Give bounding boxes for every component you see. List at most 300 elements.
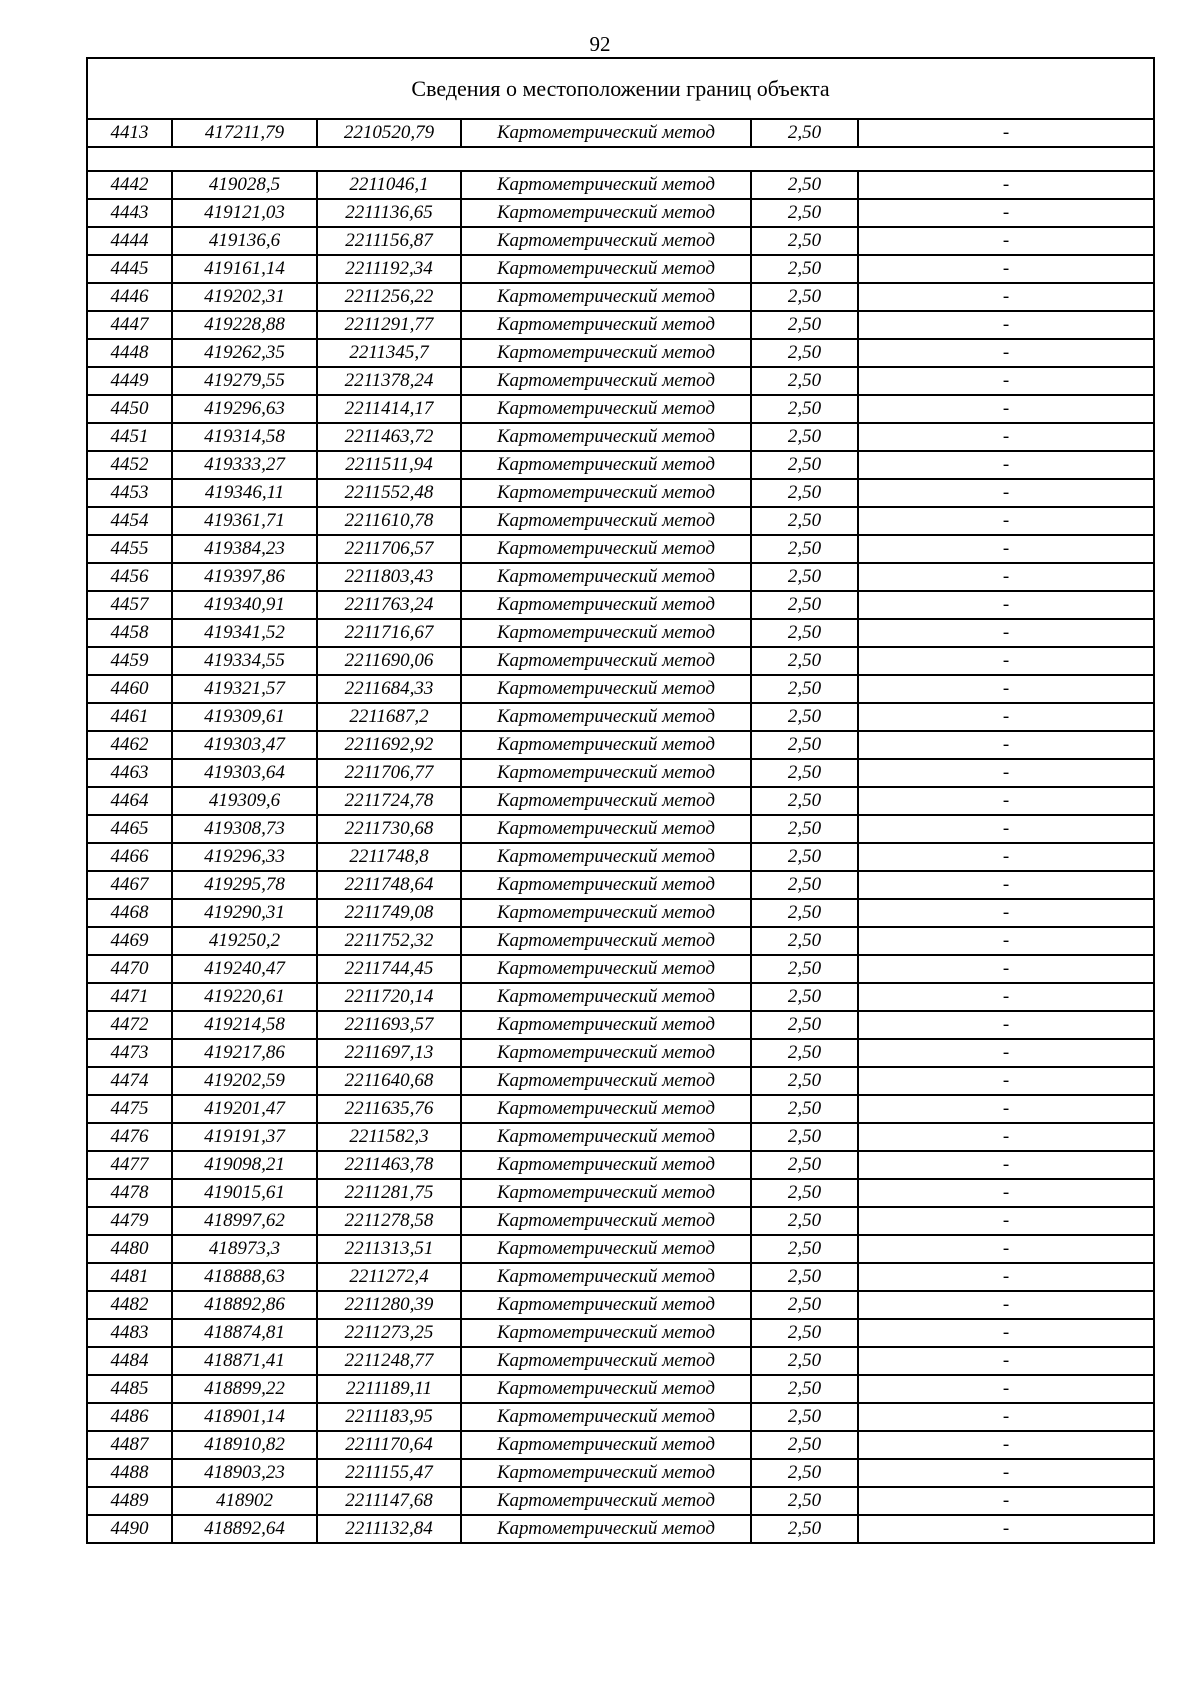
- method-cell: Картометрический метод: [461, 815, 751, 843]
- table-row: [87, 367, 1154, 395]
- accuracy-cell: 2,50: [751, 119, 858, 147]
- table-row: [87, 619, 1154, 647]
- x-coordinate-cell: 419214,58: [172, 1011, 317, 1039]
- table-row: [87, 1151, 1154, 1179]
- table-row: [87, 227, 1154, 255]
- point-number-cell: 4478: [87, 1179, 172, 1207]
- y-coordinate-cell: 2211313,51: [317, 1235, 461, 1263]
- description-cell: -: [858, 759, 1154, 787]
- table-row: [87, 311, 1154, 339]
- x-coordinate-cell: 419136,6: [172, 227, 317, 255]
- description-cell: -: [858, 535, 1154, 563]
- method-cell: Картометрический метод: [461, 955, 751, 983]
- y-coordinate-cell: 2211692,92: [317, 731, 461, 759]
- point-number-cell: 4446: [87, 283, 172, 311]
- accuracy-cell: 2,50: [751, 1067, 858, 1095]
- method-cell: Картометрический метод: [461, 1515, 751, 1543]
- table-row: [87, 871, 1154, 899]
- method-cell: Картометрический метод: [461, 255, 751, 283]
- method-cell: Картометрический метод: [461, 1431, 751, 1459]
- accuracy-cell: 2,50: [751, 1487, 858, 1515]
- y-coordinate-cell: 2211511,94: [317, 451, 461, 479]
- table-row: [87, 563, 1154, 591]
- x-coordinate-cell: 419309,6: [172, 787, 317, 815]
- table-row: [87, 479, 1154, 507]
- description-cell: -: [858, 507, 1154, 535]
- description-cell: -: [858, 1235, 1154, 1263]
- method-cell: Картометрический метод: [461, 1235, 751, 1263]
- table-row: [87, 1515, 1154, 1543]
- point-number-cell: 4458: [87, 619, 172, 647]
- method-cell: Картометрический метод: [461, 367, 751, 395]
- y-coordinate-cell: 2211189,11: [317, 1375, 461, 1403]
- y-coordinate-cell: 2211693,57: [317, 1011, 461, 1039]
- accuracy-cell: 2,50: [751, 1263, 858, 1291]
- point-number-cell: 4449: [87, 367, 172, 395]
- point-number-cell: 4488: [87, 1459, 172, 1487]
- table-row: [87, 1347, 1154, 1375]
- description-cell: -: [858, 731, 1154, 759]
- y-coordinate-cell: 2211582,3: [317, 1123, 461, 1151]
- accuracy-cell: 2,50: [751, 1151, 858, 1179]
- method-cell: Картометрический метод: [461, 731, 751, 759]
- y-coordinate-cell: 2211552,48: [317, 479, 461, 507]
- description-cell: -: [858, 675, 1154, 703]
- description-cell: -: [858, 1151, 1154, 1179]
- y-coordinate-cell: 2211803,43: [317, 563, 461, 591]
- table-row: [87, 395, 1154, 423]
- y-coordinate-cell: 2211724,78: [317, 787, 461, 815]
- y-coordinate-cell: 2211155,47: [317, 1459, 461, 1487]
- accuracy-cell: 2,50: [751, 227, 858, 255]
- table-row: [87, 1431, 1154, 1459]
- method-cell: Картометрический метод: [461, 1487, 751, 1515]
- description-cell: -: [858, 199, 1154, 227]
- point-number-cell: 4459: [87, 647, 172, 675]
- accuracy-cell: 2,50: [751, 871, 858, 899]
- accuracy-cell: 2,50: [751, 1403, 858, 1431]
- x-coordinate-cell: 418892,64: [172, 1515, 317, 1543]
- description-cell: -: [858, 787, 1154, 815]
- description-cell: -: [858, 1123, 1154, 1151]
- x-coordinate-cell: 419321,57: [172, 675, 317, 703]
- table-row: [87, 955, 1154, 983]
- accuracy-cell: 2,50: [751, 675, 858, 703]
- point-number-cell: 4465: [87, 815, 172, 843]
- description-cell: -: [858, 1347, 1154, 1375]
- method-cell: Картометрический метод: [461, 479, 751, 507]
- method-cell: Картометрический метод: [461, 647, 751, 675]
- accuracy-cell: 2,50: [751, 731, 858, 759]
- y-coordinate-cell: 2211716,67: [317, 619, 461, 647]
- description-cell: -: [858, 1067, 1154, 1095]
- method-cell: Картометрический метод: [461, 927, 751, 955]
- accuracy-cell: 2,50: [751, 311, 858, 339]
- accuracy-cell: 2,50: [751, 395, 858, 423]
- table-row: [87, 815, 1154, 843]
- description-cell: -: [858, 1291, 1154, 1319]
- accuracy-cell: 2,50: [751, 339, 858, 367]
- method-cell: Картометрический метод: [461, 423, 751, 451]
- accuracy-cell: 2,50: [751, 199, 858, 227]
- x-coordinate-cell: 419334,55: [172, 647, 317, 675]
- accuracy-cell: 2,50: [751, 479, 858, 507]
- table-row: [87, 1319, 1154, 1347]
- x-coordinate-cell: 419202,59: [172, 1067, 317, 1095]
- x-coordinate-cell: 418910,82: [172, 1431, 317, 1459]
- x-coordinate-cell: 418871,41: [172, 1347, 317, 1375]
- description-cell: -: [858, 227, 1154, 255]
- method-cell: Картометрический метод: [461, 227, 751, 255]
- accuracy-cell: 2,50: [751, 1179, 858, 1207]
- method-cell: Картометрический метод: [461, 339, 751, 367]
- point-number-cell: 4474: [87, 1067, 172, 1095]
- method-cell: Картометрический метод: [461, 199, 751, 227]
- y-coordinate-cell: 2211414,17: [317, 395, 461, 423]
- table-row: [87, 759, 1154, 787]
- accuracy-cell: 2,50: [751, 1431, 858, 1459]
- accuracy-cell: 2,50: [751, 1207, 858, 1235]
- y-coordinate-cell: 2211192,34: [317, 255, 461, 283]
- table-row: [87, 1123, 1154, 1151]
- table-row: [87, 119, 1154, 147]
- y-coordinate-cell: 2211730,68: [317, 815, 461, 843]
- point-number-cell: 4447: [87, 311, 172, 339]
- table-row: [87, 1039, 1154, 1067]
- method-cell: Картометрический метод: [461, 1403, 751, 1431]
- x-coordinate-cell: 419361,71: [172, 507, 317, 535]
- table-row: [87, 1375, 1154, 1403]
- point-number-cell: 4489: [87, 1487, 172, 1515]
- x-coordinate-cell: 419346,11: [172, 479, 317, 507]
- table-row: [87, 1263, 1154, 1291]
- table-row: [87, 1459, 1154, 1487]
- y-coordinate-cell: 2211684,33: [317, 675, 461, 703]
- y-coordinate-cell: 2211640,68: [317, 1067, 461, 1095]
- description-cell: -: [858, 1487, 1154, 1515]
- page-number: 92: [589, 32, 611, 56]
- spacer-cell: [87, 147, 1154, 171]
- point-number-cell: 4484: [87, 1347, 172, 1375]
- table-row: [87, 339, 1154, 367]
- table-body: [87, 58, 1154, 1543]
- accuracy-cell: 2,50: [751, 619, 858, 647]
- description-cell: -: [858, 1319, 1154, 1347]
- x-coordinate-cell: 419309,61: [172, 703, 317, 731]
- description-cell: -: [858, 1263, 1154, 1291]
- x-coordinate-cell: 418903,23: [172, 1459, 317, 1487]
- x-coordinate-cell: 419191,37: [172, 1123, 317, 1151]
- method-cell: Картометрический метод: [461, 675, 751, 703]
- description-cell: -: [858, 1431, 1154, 1459]
- accuracy-cell: 2,50: [751, 255, 858, 283]
- table-row: [87, 1207, 1154, 1235]
- x-coordinate-cell: 419240,47: [172, 955, 317, 983]
- x-coordinate-cell: 419217,86: [172, 1039, 317, 1067]
- description-cell: -: [858, 1459, 1154, 1487]
- y-coordinate-cell: 2211752,32: [317, 927, 461, 955]
- method-cell: Картометрический метод: [461, 787, 751, 815]
- accuracy-cell: 2,50: [751, 1011, 858, 1039]
- point-number-cell: 4480: [87, 1235, 172, 1263]
- x-coordinate-cell: 417211,79: [172, 119, 317, 147]
- x-coordinate-cell: 418874,81: [172, 1319, 317, 1347]
- point-number-cell: 4467: [87, 871, 172, 899]
- point-number-cell: 4483: [87, 1319, 172, 1347]
- accuracy-cell: 2,50: [751, 703, 858, 731]
- accuracy-cell: 2,50: [751, 1459, 858, 1487]
- x-coordinate-cell: 419290,31: [172, 899, 317, 927]
- x-coordinate-cell: 419161,14: [172, 255, 317, 283]
- table-row: [87, 171, 1154, 199]
- x-coordinate-cell: 419303,47: [172, 731, 317, 759]
- y-coordinate-cell: 2211273,25: [317, 1319, 461, 1347]
- accuracy-cell: 2,50: [751, 1291, 858, 1319]
- method-cell: Картометрический метод: [461, 535, 751, 563]
- method-cell: Картометрический метод: [461, 1095, 751, 1123]
- description-cell: -: [858, 619, 1154, 647]
- x-coordinate-cell: 419397,86: [172, 563, 317, 591]
- accuracy-cell: 2,50: [751, 759, 858, 787]
- x-coordinate-cell: 419220,61: [172, 983, 317, 1011]
- accuracy-cell: 2,50: [751, 787, 858, 815]
- accuracy-cell: 2,50: [751, 1235, 858, 1263]
- description-cell: -: [858, 339, 1154, 367]
- x-coordinate-cell: 419250,2: [172, 927, 317, 955]
- description-cell: -: [858, 171, 1154, 199]
- y-coordinate-cell: 2211046,1: [317, 171, 461, 199]
- point-number-cell: 4448: [87, 339, 172, 367]
- table-title: Сведения о местоположении границ объекта: [87, 58, 1154, 119]
- accuracy-cell: 2,50: [751, 1347, 858, 1375]
- method-cell: Картометрический метод: [461, 703, 751, 731]
- x-coordinate-cell: 419308,73: [172, 815, 317, 843]
- point-number-cell: 4463: [87, 759, 172, 787]
- accuracy-cell: 2,50: [751, 507, 858, 535]
- method-cell: Картометрический метод: [461, 843, 751, 871]
- accuracy-cell: 2,50: [751, 1123, 858, 1151]
- description-cell: -: [858, 479, 1154, 507]
- point-number-cell: 4466: [87, 843, 172, 871]
- table-row: [87, 255, 1154, 283]
- table-row: [87, 703, 1154, 731]
- description-cell: -: [858, 1403, 1154, 1431]
- x-coordinate-cell: 418997,62: [172, 1207, 317, 1235]
- table-row: [87, 1011, 1154, 1039]
- point-number-cell: 4443: [87, 199, 172, 227]
- table-row: [87, 1291, 1154, 1319]
- description-cell: -: [858, 1375, 1154, 1403]
- method-cell: Картометрический метод: [461, 563, 751, 591]
- description-cell: -: [858, 423, 1154, 451]
- y-coordinate-cell: 2211170,64: [317, 1431, 461, 1459]
- table-row: [87, 535, 1154, 563]
- point-number-cell: 4445: [87, 255, 172, 283]
- point-number-cell: 4464: [87, 787, 172, 815]
- point-number-cell: 4479: [87, 1207, 172, 1235]
- accuracy-cell: 2,50: [751, 1375, 858, 1403]
- description-cell: -: [858, 395, 1154, 423]
- method-cell: Картометрический метод: [461, 1347, 751, 1375]
- description-cell: -: [858, 255, 1154, 283]
- y-coordinate-cell: 2211291,77: [317, 311, 461, 339]
- description-cell: -: [858, 955, 1154, 983]
- x-coordinate-cell: 419296,63: [172, 395, 317, 423]
- accuracy-cell: 2,50: [751, 423, 858, 451]
- y-coordinate-cell: 2211748,64: [317, 871, 461, 899]
- y-coordinate-cell: 2211749,08: [317, 899, 461, 927]
- table-row: [87, 983, 1154, 1011]
- method-cell: Картометрический метод: [461, 1291, 751, 1319]
- method-cell: Картометрический метод: [461, 1179, 751, 1207]
- table-row: [87, 423, 1154, 451]
- table-row: [87, 1403, 1154, 1431]
- description-cell: -: [858, 899, 1154, 927]
- table-row: [87, 927, 1154, 955]
- x-coordinate-cell: 419296,33: [172, 843, 317, 871]
- y-coordinate-cell: 2211720,14: [317, 983, 461, 1011]
- x-coordinate-cell: 418901,14: [172, 1403, 317, 1431]
- description-cell: -: [858, 647, 1154, 675]
- y-coordinate-cell: 2211156,87: [317, 227, 461, 255]
- description-cell: -: [858, 703, 1154, 731]
- accuracy-cell: 2,50: [751, 451, 858, 479]
- boundary-coordinates-table: [86, 57, 1155, 1544]
- y-coordinate-cell: 2211763,24: [317, 591, 461, 619]
- table-row: [87, 1179, 1154, 1207]
- x-coordinate-cell: 419279,55: [172, 367, 317, 395]
- point-number-cell: 4485: [87, 1375, 172, 1403]
- method-cell: Картометрический метод: [461, 507, 751, 535]
- description-cell: -: [858, 591, 1154, 619]
- method-cell: Картометрический метод: [461, 1207, 751, 1235]
- x-coordinate-cell: 419228,88: [172, 311, 317, 339]
- point-number-cell: 4460: [87, 675, 172, 703]
- method-cell: Картометрический метод: [461, 1459, 751, 1487]
- table-row: [87, 507, 1154, 535]
- y-coordinate-cell: 2211744,45: [317, 955, 461, 983]
- y-coordinate-cell: 2211183,95: [317, 1403, 461, 1431]
- table-row: [87, 843, 1154, 871]
- table-row: [87, 787, 1154, 815]
- x-coordinate-cell: 419098,21: [172, 1151, 317, 1179]
- description-cell: -: [858, 983, 1154, 1011]
- point-number-cell: 4486: [87, 1403, 172, 1431]
- point-number-cell: 4456: [87, 563, 172, 591]
- table-row: [87, 899, 1154, 927]
- accuracy-cell: 2,50: [751, 1095, 858, 1123]
- description-cell: -: [858, 451, 1154, 479]
- accuracy-cell: 2,50: [751, 171, 858, 199]
- x-coordinate-cell: 419295,78: [172, 871, 317, 899]
- method-cell: Картометрический метод: [461, 1011, 751, 1039]
- y-coordinate-cell: 2211706,57: [317, 535, 461, 563]
- method-cell: Картометрический метод: [461, 619, 751, 647]
- accuracy-cell: 2,50: [751, 927, 858, 955]
- description-cell: -: [858, 367, 1154, 395]
- point-number-cell: 4481: [87, 1263, 172, 1291]
- method-cell: Картометрический метод: [461, 171, 751, 199]
- point-number-cell: 4490: [87, 1515, 172, 1543]
- x-coordinate-cell: 419201,47: [172, 1095, 317, 1123]
- method-cell: Картометрический метод: [461, 311, 751, 339]
- description-cell: -: [858, 843, 1154, 871]
- table-row: [87, 675, 1154, 703]
- method-cell: Картометрический метод: [461, 899, 751, 927]
- method-cell: Картометрический метод: [461, 983, 751, 1011]
- description-cell: -: [858, 871, 1154, 899]
- point-number-cell: 4454: [87, 507, 172, 535]
- point-number-cell: 4457: [87, 591, 172, 619]
- x-coordinate-cell: 419314,58: [172, 423, 317, 451]
- description-cell: -: [858, 283, 1154, 311]
- accuracy-cell: 2,50: [751, 1515, 858, 1543]
- y-coordinate-cell: 2211463,78: [317, 1151, 461, 1179]
- method-cell: Картометрический метод: [461, 591, 751, 619]
- point-number-cell: 4453: [87, 479, 172, 507]
- accuracy-cell: 2,50: [751, 283, 858, 311]
- table-title-row: [87, 58, 1154, 119]
- method-cell: Картометрический метод: [461, 283, 751, 311]
- description-cell: -: [858, 1515, 1154, 1543]
- x-coordinate-cell: 419015,61: [172, 1179, 317, 1207]
- method-cell: Картометрический метод: [461, 1123, 751, 1151]
- description-cell: -: [858, 119, 1154, 147]
- method-cell: Картометрический метод: [461, 119, 751, 147]
- point-number-cell: 4482: [87, 1291, 172, 1319]
- x-coordinate-cell: 418902: [172, 1487, 317, 1515]
- x-coordinate-cell: 418899,22: [172, 1375, 317, 1403]
- method-cell: Картометрический метод: [461, 451, 751, 479]
- point-number-cell: 4475: [87, 1095, 172, 1123]
- x-coordinate-cell: 418892,86: [172, 1291, 317, 1319]
- point-number-cell: 4468: [87, 899, 172, 927]
- point-number-cell: 4471: [87, 983, 172, 1011]
- accuracy-cell: 2,50: [751, 563, 858, 591]
- method-cell: Картометрический метод: [461, 1151, 751, 1179]
- table-row: [87, 451, 1154, 479]
- x-coordinate-cell: 418973,3: [172, 1235, 317, 1263]
- y-coordinate-cell: 2211272,4: [317, 1263, 461, 1291]
- description-cell: -: [858, 1179, 1154, 1207]
- x-coordinate-cell: 419341,52: [172, 619, 317, 647]
- y-coordinate-cell: 2211748,8: [317, 843, 461, 871]
- y-coordinate-cell: 2211281,75: [317, 1179, 461, 1207]
- point-number-cell: 4413: [87, 119, 172, 147]
- method-cell: Картометрический метод: [461, 871, 751, 899]
- point-number-cell: 4452: [87, 451, 172, 479]
- x-coordinate-cell: 418888,63: [172, 1263, 317, 1291]
- description-cell: -: [858, 927, 1154, 955]
- method-cell: Картометрический метод: [461, 1319, 751, 1347]
- y-coordinate-cell: 2211635,76: [317, 1095, 461, 1123]
- table-row: [87, 1067, 1154, 1095]
- method-cell: Картометрический метод: [461, 395, 751, 423]
- y-coordinate-cell: 2211132,84: [317, 1515, 461, 1543]
- y-coordinate-cell: 2211136,65: [317, 199, 461, 227]
- point-number-cell: 4476: [87, 1123, 172, 1151]
- accuracy-cell: 2,50: [751, 591, 858, 619]
- x-coordinate-cell: 419333,27: [172, 451, 317, 479]
- accuracy-cell: 2,50: [751, 367, 858, 395]
- table-row: [87, 1235, 1154, 1263]
- table-row: [87, 199, 1154, 227]
- point-number-cell: 4451: [87, 423, 172, 451]
- y-coordinate-cell: 2211256,22: [317, 283, 461, 311]
- x-coordinate-cell: 419028,5: [172, 171, 317, 199]
- table-row: [87, 591, 1154, 619]
- point-number-cell: 4472: [87, 1011, 172, 1039]
